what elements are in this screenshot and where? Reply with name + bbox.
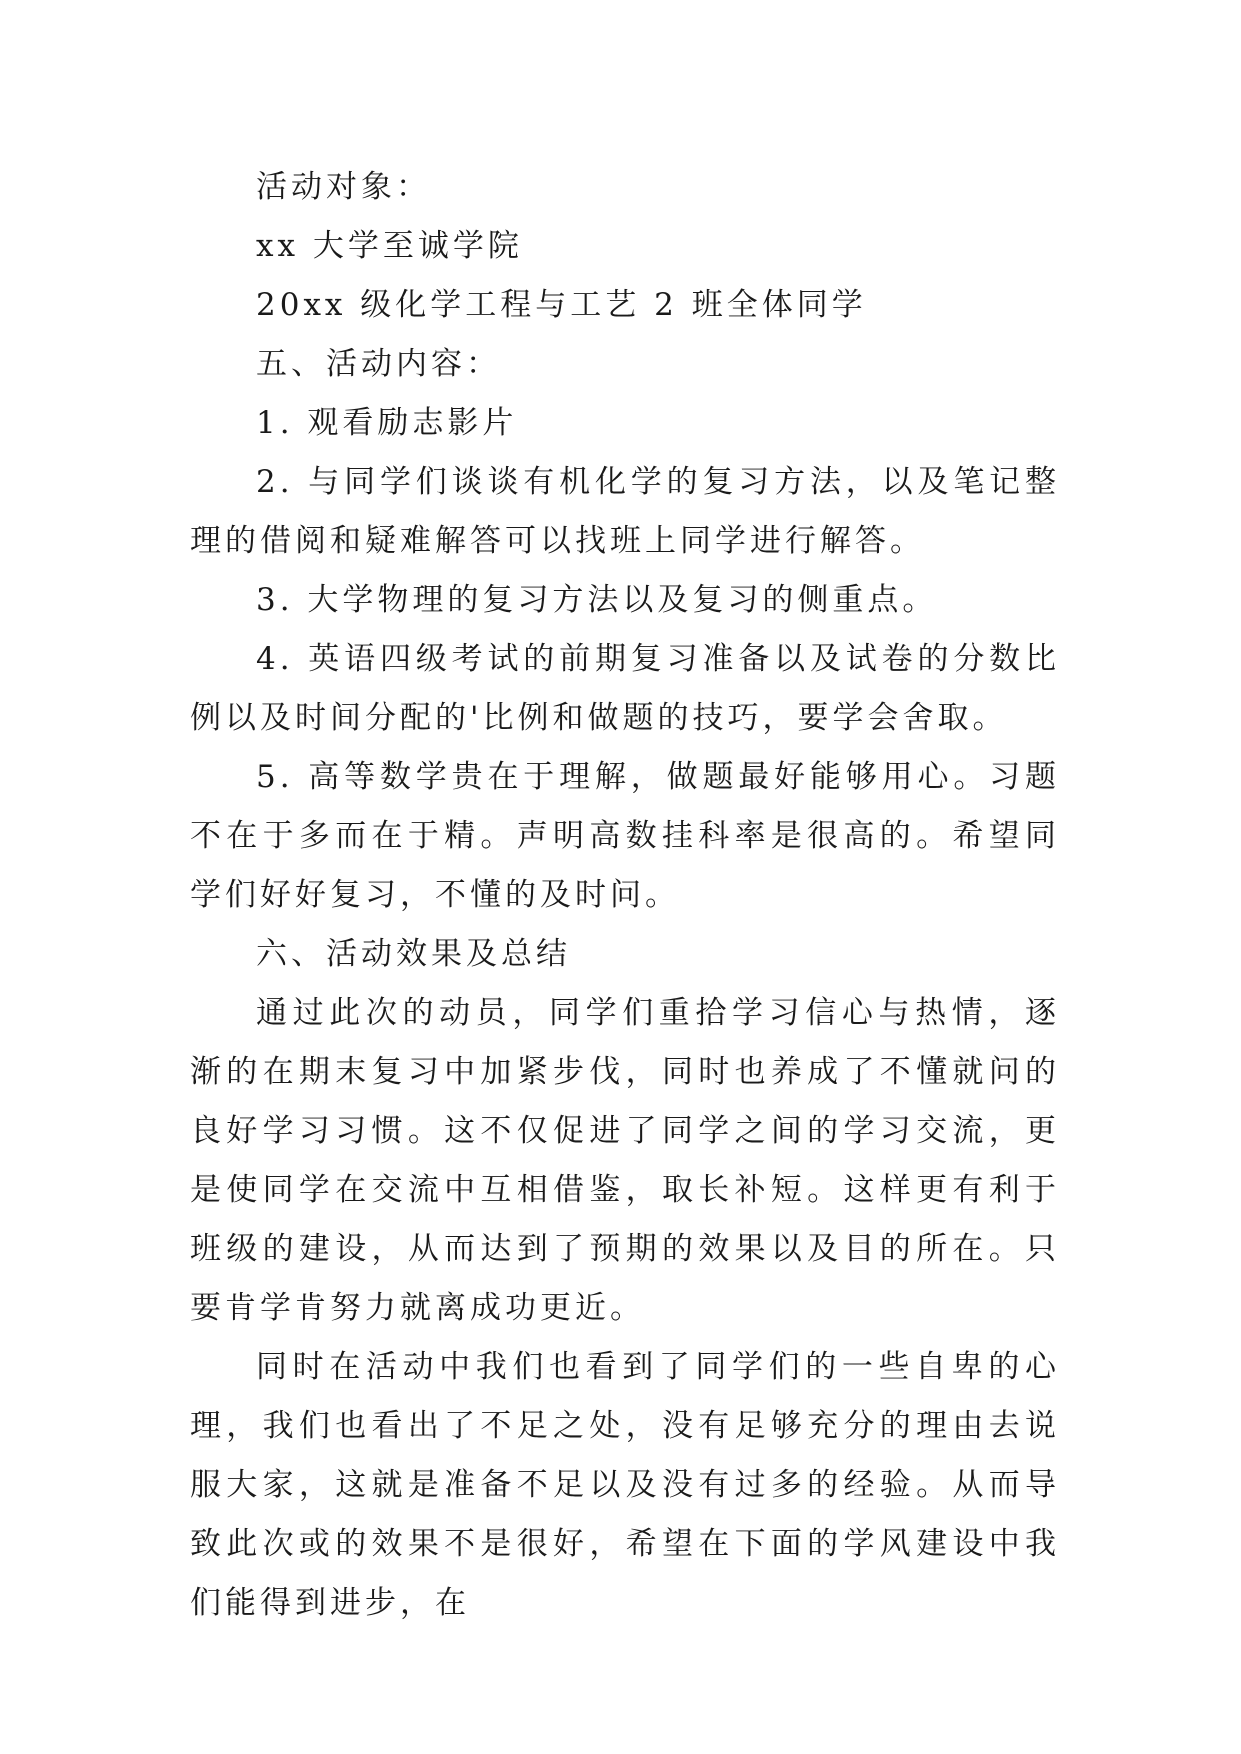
document-body [190, 158, 1060, 1633]
paragraph-class-name: 20xx 级化学工程与工艺 2 班全体同学 [256, 287, 867, 323]
paragraph-summary-2: 同时在活动中我们也看到了同学们的一些自卑的心理，我们也看出了不足之处，没有足够充分的理由去说服大家，这就是准备不足以及没有过多的经验。从而导致此次或的效果不是很好，希望在下面的学风建设中我们能得到进步，在 [190, 1349, 1060, 1621]
paragraph-summary-1: 通过此次的动员，同学们重拾学习信心与热情，逐渐的在期末复习中加紧步伐，同时也养成了不懂就问的良好学习习惯。这不仅促进了同学之间的学习交流，更是使同学在交流中互相借鉴，取长补短。这样更有利于班级的建设，从而达到了预期的效果以及目的所在。只要肯学肯努力就离成功更近。 [190, 995, 1060, 1326]
paragraph-item-5: 5. 高等数学贵在于理解，做题最好能够用心。习题不在于多而在于精。声明高数挂科率是很高的。希望同学们好好复习，不懂的及时问。 [190, 759, 1060, 913]
paragraph-item-3: 3. 大学物理的复习方法以及复习的侧重点。 [256, 582, 938, 618]
paragraph-item-2: 2. 与同学们谈谈有机化学的复习方法，以及笔记整理的借阅和疑难解答可以找班上同学进行解答。 [190, 464, 1060, 559]
paragraph-section-six-heading: 六、活动效果及总结 [256, 936, 571, 972]
paragraph-college-name: xx 大学至诚学院 [256, 228, 523, 264]
paragraph-activity-target-heading: 活动对象： [256, 169, 431, 205]
paragraph-item-4: 4. 英语四级考试的前期复习准备以及试卷的分数比例以及时间分配的'比例和做题的技巧，要学会舍取。 [190, 641, 1060, 736]
paragraph-section-five-heading: 五、活动内容： [256, 346, 501, 382]
paragraph-item-1: 1. 观看励志影片 [256, 405, 518, 441]
